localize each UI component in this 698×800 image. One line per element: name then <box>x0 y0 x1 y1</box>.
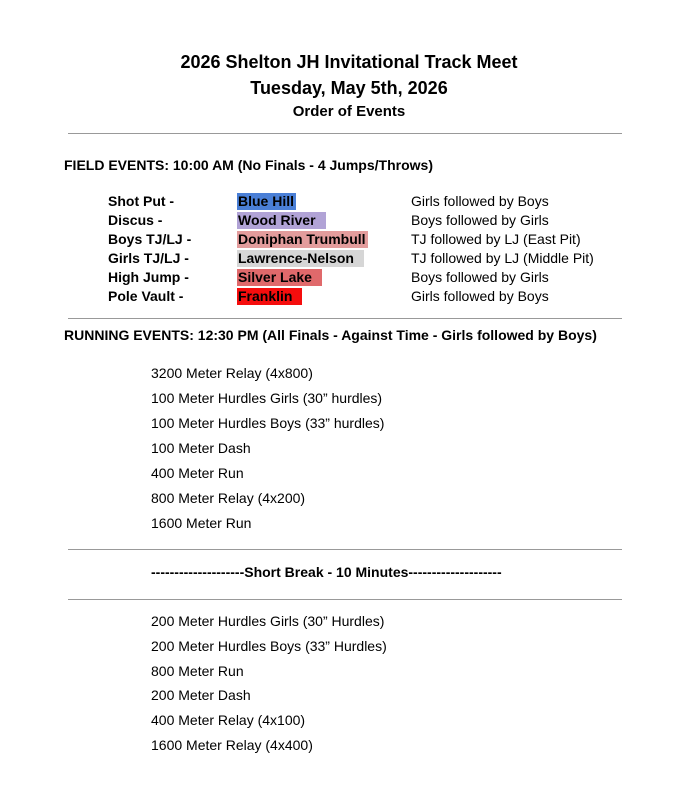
field-event-row <box>0 269 698 288</box>
meet-date: Tuesday, May 5th, 2026 <box>250 78 448 98</box>
running-event-item: 400 Meter Relay (4x100) <box>151 712 306 729</box>
event-order-note: Girls followed by Boys <box>411 288 549 304</box>
running-event-item: 400 Meter Run <box>151 465 244 481</box>
field-event-name: Discus - <box>108 212 163 228</box>
host-school-highlight: Lawrence-Nelson <box>237 250 364 267</box>
field-events-heading: FIELD EVENTS: 10:00 AM (No Finals - 4 Jumps/Throws) <box>64 157 433 173</box>
running-event-item: 1600 Meter Run <box>151 515 252 531</box>
host-school-highlight: Franklin <box>237 288 302 305</box>
event-order-note: Girls followed by Boys <box>411 193 549 209</box>
running-event-item: 800 Meter Run <box>151 662 244 679</box>
host-school-highlight: Blue Hill <box>238 193 295 209</box>
divider <box>68 133 622 134</box>
field-event-row <box>0 193 698 212</box>
field-event-name: High Jump - <box>108 269 189 285</box>
meet-title: 2026 Shelton JH Invitational Track Meet <box>180 52 518 72</box>
host-school-highlight: Silver Lake <box>237 269 322 286</box>
running-event-item: 3200 Meter Relay (4x800) <box>151 365 313 381</box>
host-school-highlight: Wood River <box>237 212 326 229</box>
running-event-item: 100 Meter Hurdles Girls (30” hurdles) <box>151 390 383 406</box>
running-event-item: 200 Meter Hurdles Girls (30” Hurdles) <box>151 613 385 629</box>
running-event-item: 1600 Meter Relay (4x400) <box>151 737 313 753</box>
running-event-item: 200 Meter Hurdles Boys (33” Hurdles) <box>151 637 387 654</box>
divider <box>68 599 622 600</box>
field-event-row <box>0 250 698 269</box>
running-event-item: 800 Meter Relay (4x200) <box>151 490 306 506</box>
field-event-row <box>0 212 698 231</box>
event-order-note: Boys followed by Girls <box>411 269 549 285</box>
running-event-item: 100 Meter Hurdles Boys (33” hurdles) <box>151 415 385 431</box>
event-order-note: TJ followed by LJ (Middle Pit) <box>411 250 594 266</box>
short-break-note: --------------------Short Break - 10 Minutes-------------------- <box>151 564 502 580</box>
divider <box>68 549 622 550</box>
running-event-item: 100 Meter Dash <box>151 440 251 456</box>
host-school-highlight: Doniphan Trumbull <box>238 231 366 247</box>
field-event-row <box>0 231 698 250</box>
field-event-row <box>0 288 698 307</box>
field-event-name: Boys TJ/LJ - <box>108 231 192 247</box>
event-order-note: Boys followed by Girls <box>411 212 549 228</box>
divider <box>68 318 622 319</box>
field-event-name: Shot Put - <box>108 193 175 209</box>
running-events-heading: RUNNING EVENTS: 12:30 PM (All Finals - Against Time - Girls followed by Boys) <box>64 327 597 343</box>
page-subtitle: Order of Events <box>292 103 406 120</box>
field-event-name: Girls TJ/LJ - <box>108 250 189 266</box>
running-event-item: 200 Meter Dash <box>151 687 251 704</box>
field-event-name: Pole Vault - <box>108 288 184 304</box>
event-order-note: TJ followed by LJ (East Pit) <box>411 231 581 247</box>
